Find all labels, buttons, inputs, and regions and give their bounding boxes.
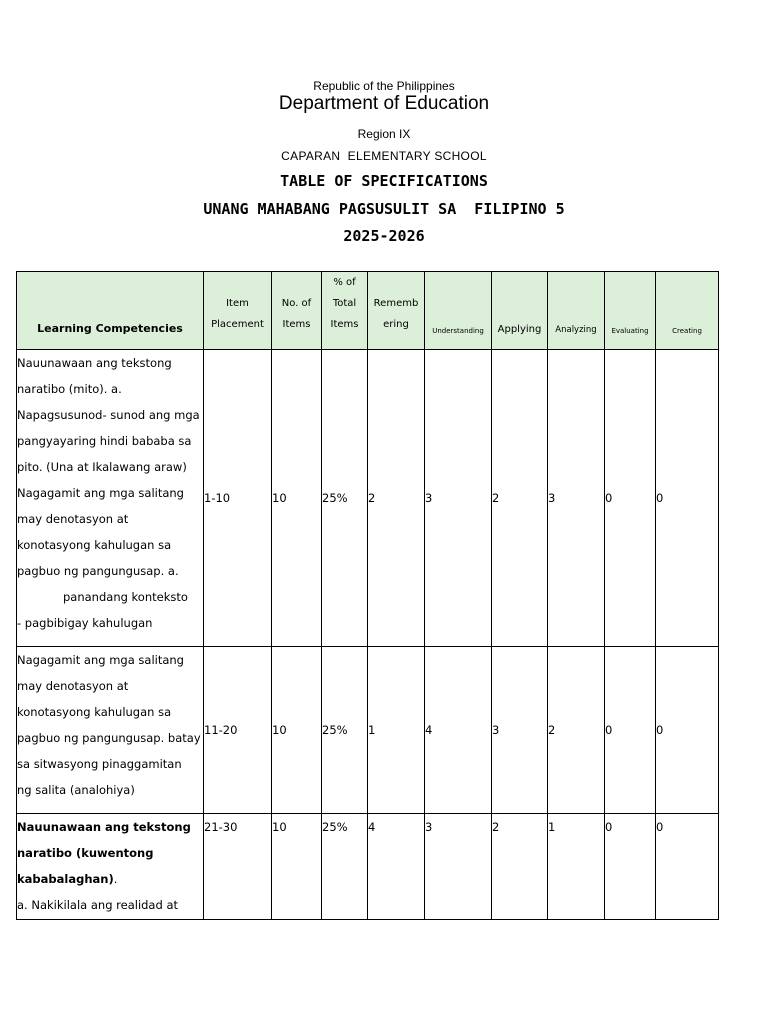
specifications-table <box>16 271 719 920</box>
region-label: Region IX <box>357 127 411 141</box>
school-year: 2025-2026 <box>343 227 425 245</box>
competency-line: Napagsusunod- sunod ang mga <box>17 408 200 422</box>
col-header-percent-line: Total <box>332 298 357 309</box>
items-cell: 10 <box>272 350 322 647</box>
table-row <box>17 814 719 920</box>
evaluating-cell: 0 <box>605 350 656 647</box>
col-header-percent-line: Items <box>330 319 359 330</box>
republic-label: Republic of the Philippines <box>313 79 455 93</box>
col-header-creating: Creating <box>656 272 719 350</box>
col-header-remembering <box>368 272 425 350</box>
competency-line: may denotasyon at <box>17 512 129 526</box>
competency-cell <box>17 350 204 647</box>
competency-line: pagbuo ng pangungusap. a. <box>17 564 179 578</box>
competency-line: Nagagamit ang mga salitang <box>17 486 184 500</box>
placement-cell: 11-20 <box>204 647 272 814</box>
table-row <box>17 350 719 647</box>
competency-line: - pagbibigay kahulugan <box>17 616 153 630</box>
col-header-percent <box>322 272 368 350</box>
col-header-understanding: Understanding <box>425 272 492 350</box>
competency-line: panandang konteksto <box>63 590 188 604</box>
percent-cell: 25% <box>322 647 368 814</box>
competency-line-suffix: . <box>113 872 118 886</box>
col-header-placement-line: Placement <box>211 319 264 330</box>
competency-cell <box>17 647 204 814</box>
applying-cell: 3 <box>492 647 548 814</box>
analyzing-cell: 1 <box>548 814 605 920</box>
remembering-cell: 2 <box>368 350 425 647</box>
col-header-competencies: Learning Competencies <box>17 272 204 350</box>
competency-line: ng salita (analohiya) <box>17 783 135 797</box>
school-name: CAPARAN ELEMENTARY SCHOOL <box>281 149 487 163</box>
col-header-items <box>272 272 322 350</box>
col-header-remembering-line: Rememb <box>373 298 419 309</box>
competency-line: naratibo (mito). a. <box>17 382 122 396</box>
items-cell: 10 <box>272 814 322 920</box>
competency-line: pagbuo ng pangungusap. batay <box>17 731 201 745</box>
creating-cell: 0 <box>656 647 719 814</box>
understanding-cell: 3 <box>425 350 492 647</box>
col-header-items-line: No. of <box>281 298 312 309</box>
competency-line: may denotasyon at <box>17 679 129 693</box>
competency-line: Nagagamit ang mga salitang <box>17 653 184 667</box>
remembering-cell: 4 <box>368 814 425 920</box>
exam-title: UNANG MAHABANG PAGSUSULIT SA FILIPINO 5 <box>203 200 565 218</box>
competency-line: Nauunawaan ang tekstong <box>17 356 172 370</box>
competency-line: konotasyong kahulugan sa <box>17 538 172 552</box>
col-header-placement <box>204 272 272 350</box>
understanding-cell: 4 <box>425 647 492 814</box>
col-header-evaluating: Evaluating <box>605 272 656 350</box>
department-title: Department of Education <box>278 93 490 114</box>
remembering-cell: 1 <box>368 647 425 814</box>
placement-cell: 1-10 <box>204 350 272 647</box>
table-header-row <box>17 272 719 350</box>
understanding-cell: 3 <box>425 814 492 920</box>
analyzing-cell: 2 <box>548 647 605 814</box>
creating-cell: 0 <box>656 350 719 647</box>
col-header-percent-line: % of <box>333 277 356 288</box>
percent-cell: 25% <box>322 814 368 920</box>
placement-cell: 21-30 <box>204 814 272 920</box>
col-header-applying: Applying <box>492 272 548 350</box>
evaluating-cell: 0 <box>605 647 656 814</box>
applying-cell: 2 <box>492 814 548 920</box>
competency-line: sa sitwasyong pinaggamitan <box>17 757 182 771</box>
competency-line: pangyayaring hindi bababa sa <box>17 434 192 448</box>
competency-line: naratibo (kuwentong <box>17 846 154 860</box>
competency-line-bold: kababalaghan) <box>17 872 114 886</box>
creating-cell: 0 <box>656 814 719 920</box>
col-header-items-line: Items <box>282 319 311 330</box>
table-row <box>17 647 719 814</box>
competency-cell <box>17 814 204 920</box>
competency-line: Nauunawaan ang tekstong <box>17 820 191 834</box>
document-title: TABLE OF SPECIFICATIONS <box>280 172 488 190</box>
competency-line <box>17 866 203 892</box>
competency-line: a. Nakikilala ang realidad at <box>17 898 178 912</box>
col-header-remembering-line: ering <box>383 319 409 330</box>
items-cell: 10 <box>272 647 322 814</box>
analyzing-cell: 3 <box>548 350 605 647</box>
col-header-placement-line: Item <box>226 298 249 309</box>
evaluating-cell: 0 <box>605 814 656 920</box>
competency-line: konotasyong kahulugan sa <box>17 705 172 719</box>
col-header-analyzing: Analyzing <box>548 272 605 350</box>
percent-cell: 25% <box>322 350 368 647</box>
competency-line: pito. (Una at Ikalawang araw) <box>17 460 187 474</box>
applying-cell: 2 <box>492 350 548 647</box>
